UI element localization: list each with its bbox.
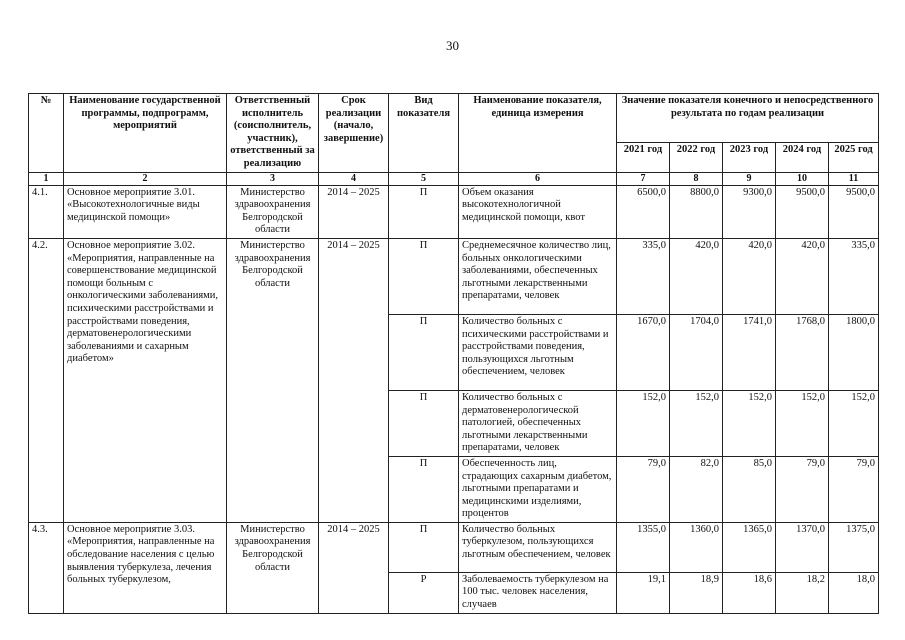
indicator-type: Р bbox=[389, 572, 459, 613]
value-cell: 1375,0 bbox=[829, 522, 879, 572]
column-number: 6 bbox=[459, 172, 617, 185]
period: 2014 – 2025 bbox=[319, 185, 389, 238]
header-indicator-name: Наименование показателя, единица измерения bbox=[459, 94, 617, 173]
value-cell: 18,6 bbox=[723, 572, 776, 613]
column-number: 11 bbox=[829, 172, 879, 185]
value-cell: 79,0 bbox=[617, 456, 670, 522]
value-cell: 79,0 bbox=[829, 456, 879, 522]
value-cell: 85,0 bbox=[723, 456, 776, 522]
value-cell: 1360,0 bbox=[670, 522, 723, 572]
value-cell: 1800,0 bbox=[829, 314, 879, 390]
indicators-table bbox=[28, 93, 879, 614]
value-cell: 1670,0 bbox=[617, 314, 670, 390]
value-cell: 1365,0 bbox=[723, 522, 776, 572]
column-number: 7 bbox=[617, 172, 670, 185]
column-number: 3 bbox=[227, 172, 319, 185]
value-cell: 152,0 bbox=[776, 390, 829, 456]
header-year: 2022 год bbox=[670, 143, 723, 173]
value-cell: 9500,0 bbox=[776, 185, 829, 238]
value-cell: 9300,0 bbox=[723, 185, 776, 238]
indicator-name: Объем оказания высокотехнологичной медицинской помощи, квот bbox=[459, 185, 617, 238]
column-number: 9 bbox=[723, 172, 776, 185]
header-year: 2025 год bbox=[829, 143, 879, 173]
row-number: 4.3. bbox=[29, 522, 64, 613]
header-executor: Ответственный исполнитель (соисполнитель, участник), ответственный за реализацию bbox=[227, 94, 319, 173]
indicator-type: П bbox=[389, 456, 459, 522]
value-cell: 1355,0 bbox=[617, 522, 670, 572]
value-cell: 18,2 bbox=[776, 572, 829, 613]
indicator-name: Количество больных с психическими расстройствами и расстройствами поведения, пользующихся льготным обеспечением, человек bbox=[459, 314, 617, 390]
indicator-name: Количество больных с дерматовенерологической патологией, обеспеченных льготными лекарственными препаратами, человек bbox=[459, 390, 617, 456]
value-cell: 18,0 bbox=[829, 572, 879, 613]
indicator-name: Среднемесячное количество лиц, больных онкологическими заболеваниями, обеспеченных льготными лекарственными препаратами, человек bbox=[459, 238, 617, 314]
table-row bbox=[29, 522, 879, 572]
indicator-name: Заболеваемость туберкулезом на 100 тыс. человек населения, случаев bbox=[459, 572, 617, 613]
value-cell: 152,0 bbox=[617, 390, 670, 456]
value-cell: 79,0 bbox=[776, 456, 829, 522]
header-values-group: Значение показателя конечного и непосредственного результата по годам реализации bbox=[617, 94, 879, 143]
program-name: Основное мероприятие 3.02. «Мероприятия, направленные на совершенствование медицинской помощи больным с онкологическими заболеваниями, психическими расстройствами и расстройствами поведения, дерматовенерологическими заболеваниями и сахарным диабетом» bbox=[64, 238, 227, 522]
executor: Министерство здравоохранения Белгородской области bbox=[227, 238, 319, 522]
header-year: 2023 год bbox=[723, 143, 776, 173]
value-cell: 1370,0 bbox=[776, 522, 829, 572]
indicator-type: П bbox=[389, 522, 459, 572]
value-cell: 420,0 bbox=[670, 238, 723, 314]
column-number: 8 bbox=[670, 172, 723, 185]
row-number: 4.1. bbox=[29, 185, 64, 238]
indicator-type: П bbox=[389, 314, 459, 390]
indicator-type: П bbox=[389, 185, 459, 238]
column-number: 10 bbox=[776, 172, 829, 185]
value-cell: 8800,0 bbox=[670, 185, 723, 238]
period: 2014 – 2025 bbox=[319, 522, 389, 613]
value-cell: 420,0 bbox=[776, 238, 829, 314]
value-cell: 420,0 bbox=[723, 238, 776, 314]
column-number: 1 bbox=[29, 172, 64, 185]
period: 2014 – 2025 bbox=[319, 238, 389, 522]
header-period: Срок реализации (начало, завершение) bbox=[319, 94, 389, 173]
value-cell: 82,0 bbox=[670, 456, 723, 522]
value-cell: 152,0 bbox=[829, 390, 879, 456]
value-cell: 1741,0 bbox=[723, 314, 776, 390]
value-cell: 6500,0 bbox=[617, 185, 670, 238]
indicator-name: Количество больных туберкулезом, пользующихся льготным обеспечением, человек bbox=[459, 522, 617, 572]
table-row bbox=[29, 185, 879, 238]
table-row bbox=[29, 238, 879, 314]
value-cell: 335,0 bbox=[617, 238, 670, 314]
row-number: 4.2. bbox=[29, 238, 64, 522]
header-program-name: Наименование государственной программы, подпрограмм, мероприятий bbox=[64, 94, 227, 173]
value-cell: 1704,0 bbox=[670, 314, 723, 390]
value-cell: 1768,0 bbox=[776, 314, 829, 390]
value-cell: 19,1 bbox=[617, 572, 670, 613]
indicator-type: П bbox=[389, 238, 459, 314]
executor: Министерство здравоохранения Белгородской области bbox=[227, 185, 319, 238]
program-name: Основное мероприятие 3.03. «Мероприятия, направленные на обследование населения с целью выявления туберкулеза, лечения больных туберкулезом, bbox=[64, 522, 227, 613]
value-cell: 152,0 bbox=[723, 390, 776, 456]
executor: Министерство здравоохранения Белгородской области bbox=[227, 522, 319, 613]
column-number: 5 bbox=[389, 172, 459, 185]
column-number: 2 bbox=[64, 172, 227, 185]
value-cell: 18,9 bbox=[670, 572, 723, 613]
value-cell: 9500,0 bbox=[829, 185, 879, 238]
value-cell: 335,0 bbox=[829, 238, 879, 314]
indicator-type: П bbox=[389, 390, 459, 456]
header-no: № bbox=[29, 94, 64, 173]
page-number: 30 bbox=[446, 38, 459, 53]
header-year: 2024 год bbox=[776, 143, 829, 173]
value-cell: 152,0 bbox=[670, 390, 723, 456]
column-number: 4 bbox=[319, 172, 389, 185]
program-name: Основное мероприятие 3.01. «Высокотехнологичные виды медицинской помощи» bbox=[64, 185, 227, 238]
indicator-name: Обеспеченность лиц, страдающих сахарным диабетом, льготными препаратами и медицинскими изделиями, процентов bbox=[459, 456, 617, 522]
header-indicator-type: Вид показателя bbox=[389, 94, 459, 173]
header-year: 2021 год bbox=[617, 143, 670, 173]
